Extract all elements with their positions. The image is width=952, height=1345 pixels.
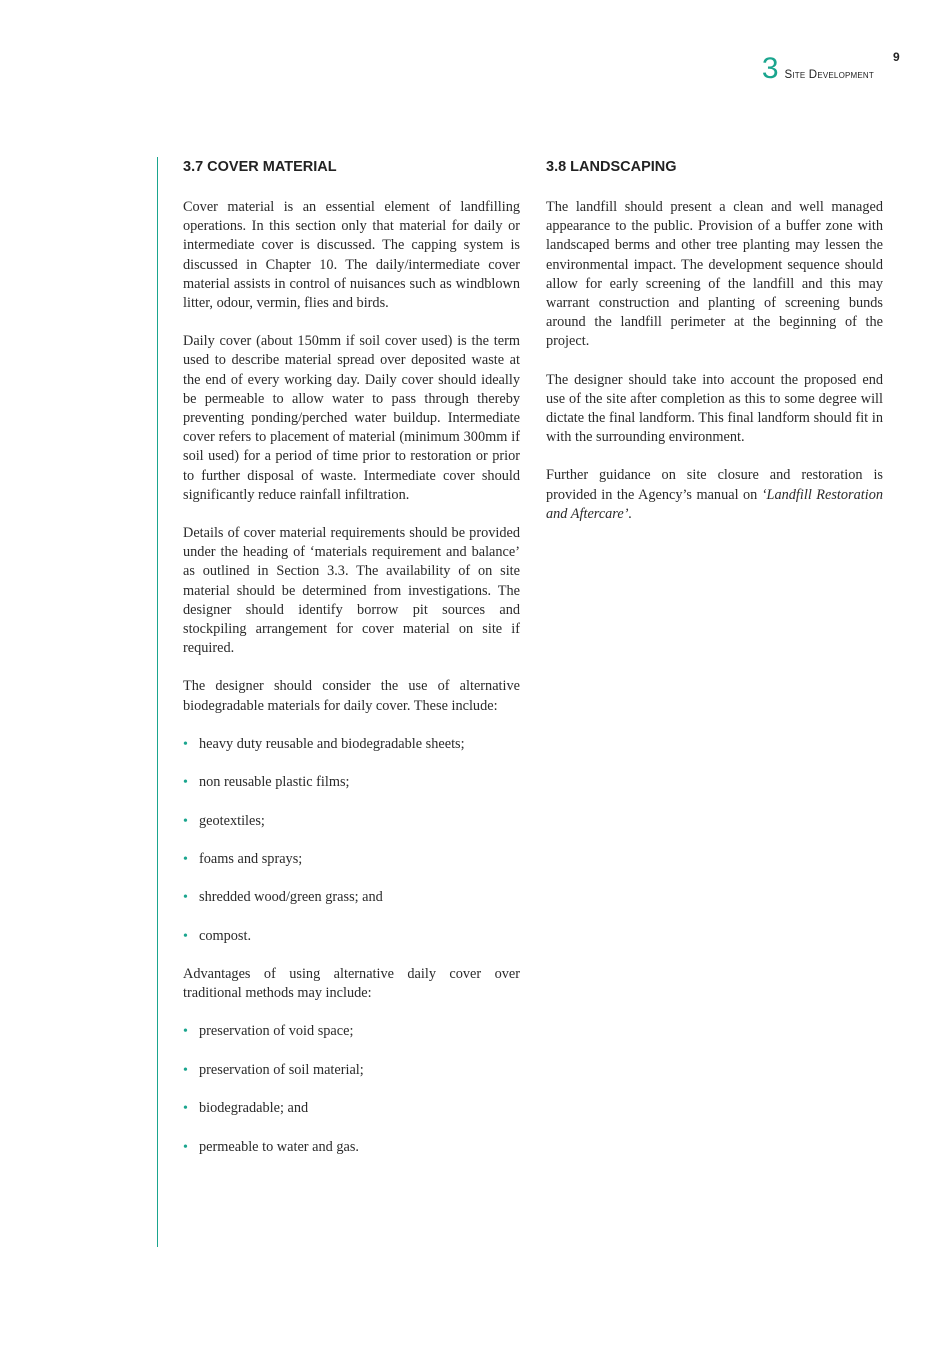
bullet-icon: • [183,890,188,906]
guidance-text: Further guidance on site closure and restoration is provided in the Agency’s manual on [546,467,883,503]
list-item-text: permeable to water and gas. [199,1138,359,1155]
list-item-text: preservation of soil material; [199,1061,364,1078]
page-number: 9 [893,50,900,64]
list-item [183,927,520,946]
list-item [183,812,520,831]
manual-reference: ‘Landfill Restoration and Aftercare’. [546,486,883,522]
chapter-title: Site Development [784,69,874,81]
list-item-text: compost. [199,927,252,944]
list-item-text: preservation of void space; [199,1023,354,1040]
list-item-text: shredded wood/green grass; and [199,889,383,906]
bullet-icon: • [183,775,188,791]
list-item [183,850,520,869]
list-item [183,1061,520,1080]
section-heading-cover-material: 3.7 COVER MATERIAL [183,159,337,175]
paragraph: Daily cover (about 150mm if soil cover used) is the term used to describe material spread over deposited waste at the end of every working day. Daily cover should ideally be permeable to allow water to pass through thereby preventing ponding/perched water buildup. Intermediate cover refers to placement of material (minimum 300mm if soil used) for a period of time prior to restoration or prior to further disposal of waste. Intermediate cover should significantly reduce rainfall infiltration. [183,333,520,503]
bullet-icon: • [183,736,188,752]
left-column [183,157,520,1176]
list-item [183,1099,520,1118]
list-item [183,735,520,754]
right-column [546,157,883,543]
list-item [183,1022,520,1041]
list-item-text: geotextiles; [199,812,265,829]
paragraph: Advantages of using alternative daily cover over traditional methods may include: [183,966,520,1002]
paragraph: The landfill should present a clean and well managed appearance to the public. Provision of a buffer zone with landscaped berms and other tree planting may lessen the environmental impact. The development sequence should allow for early screening of the landfill and this may warrant construction and planting of screening bunds around the landfill perimeter at the beginning of the project. [546,199,883,350]
list-item [183,888,520,907]
paragraph: The designer should take into account the proposed end use of the site after completion as this to some degree will dictate the final landform. This final landform should fit in with the surrounding environment. [546,371,883,446]
bullet-icon: • [183,813,188,829]
chapter-number: 3 [761,52,779,85]
paragraph: The designer should consider the use of alternative biodegradable materials for daily cover. These include: [183,678,520,714]
list-item-text: biodegradable; and [199,1100,309,1117]
list-item-text: heavy duty reusable and biodegradable sheets; [199,735,465,752]
bullet-icon: • [183,1062,188,1078]
list-item [183,1138,520,1157]
bullet-icon: • [183,1024,188,1040]
section-heading-landscaping: 3.8 LANDSCAPING [546,159,677,175]
list-item [183,773,520,792]
alternative-materials-list [183,735,520,946]
guidance-paragraph [546,466,883,524]
paragraph: Details of cover material requirements should be provided under the heading of ‘materials requirement and balance’ as outlined in Section 3.3. The availability of on site material should be determined from investigations. The designer should identify borrow pit sources and stockpiling arrangement for cover material on site if required. [183,525,520,657]
bullet-icon: • [183,928,188,944]
list-item-text: foams and sprays; [199,851,303,868]
advantages-list [183,1022,520,1156]
bullet-icon: • [183,1139,188,1155]
bullet-icon: • [183,852,188,868]
list-item-text: non reusable plastic films; [199,774,350,791]
margin-rule [157,157,158,1247]
paragraph: Cover material is an essential element of landfilling operations. In this section only that material for daily or intermediate cover is discussed. The capping system is discussed in Chapter 10. The daily/intermediate cover material assists in control of nuisances such as windblown litter, odour, vermin, flies and birds. [183,199,520,312]
running-header [762,54,874,84]
bullet-icon: • [183,1101,188,1117]
